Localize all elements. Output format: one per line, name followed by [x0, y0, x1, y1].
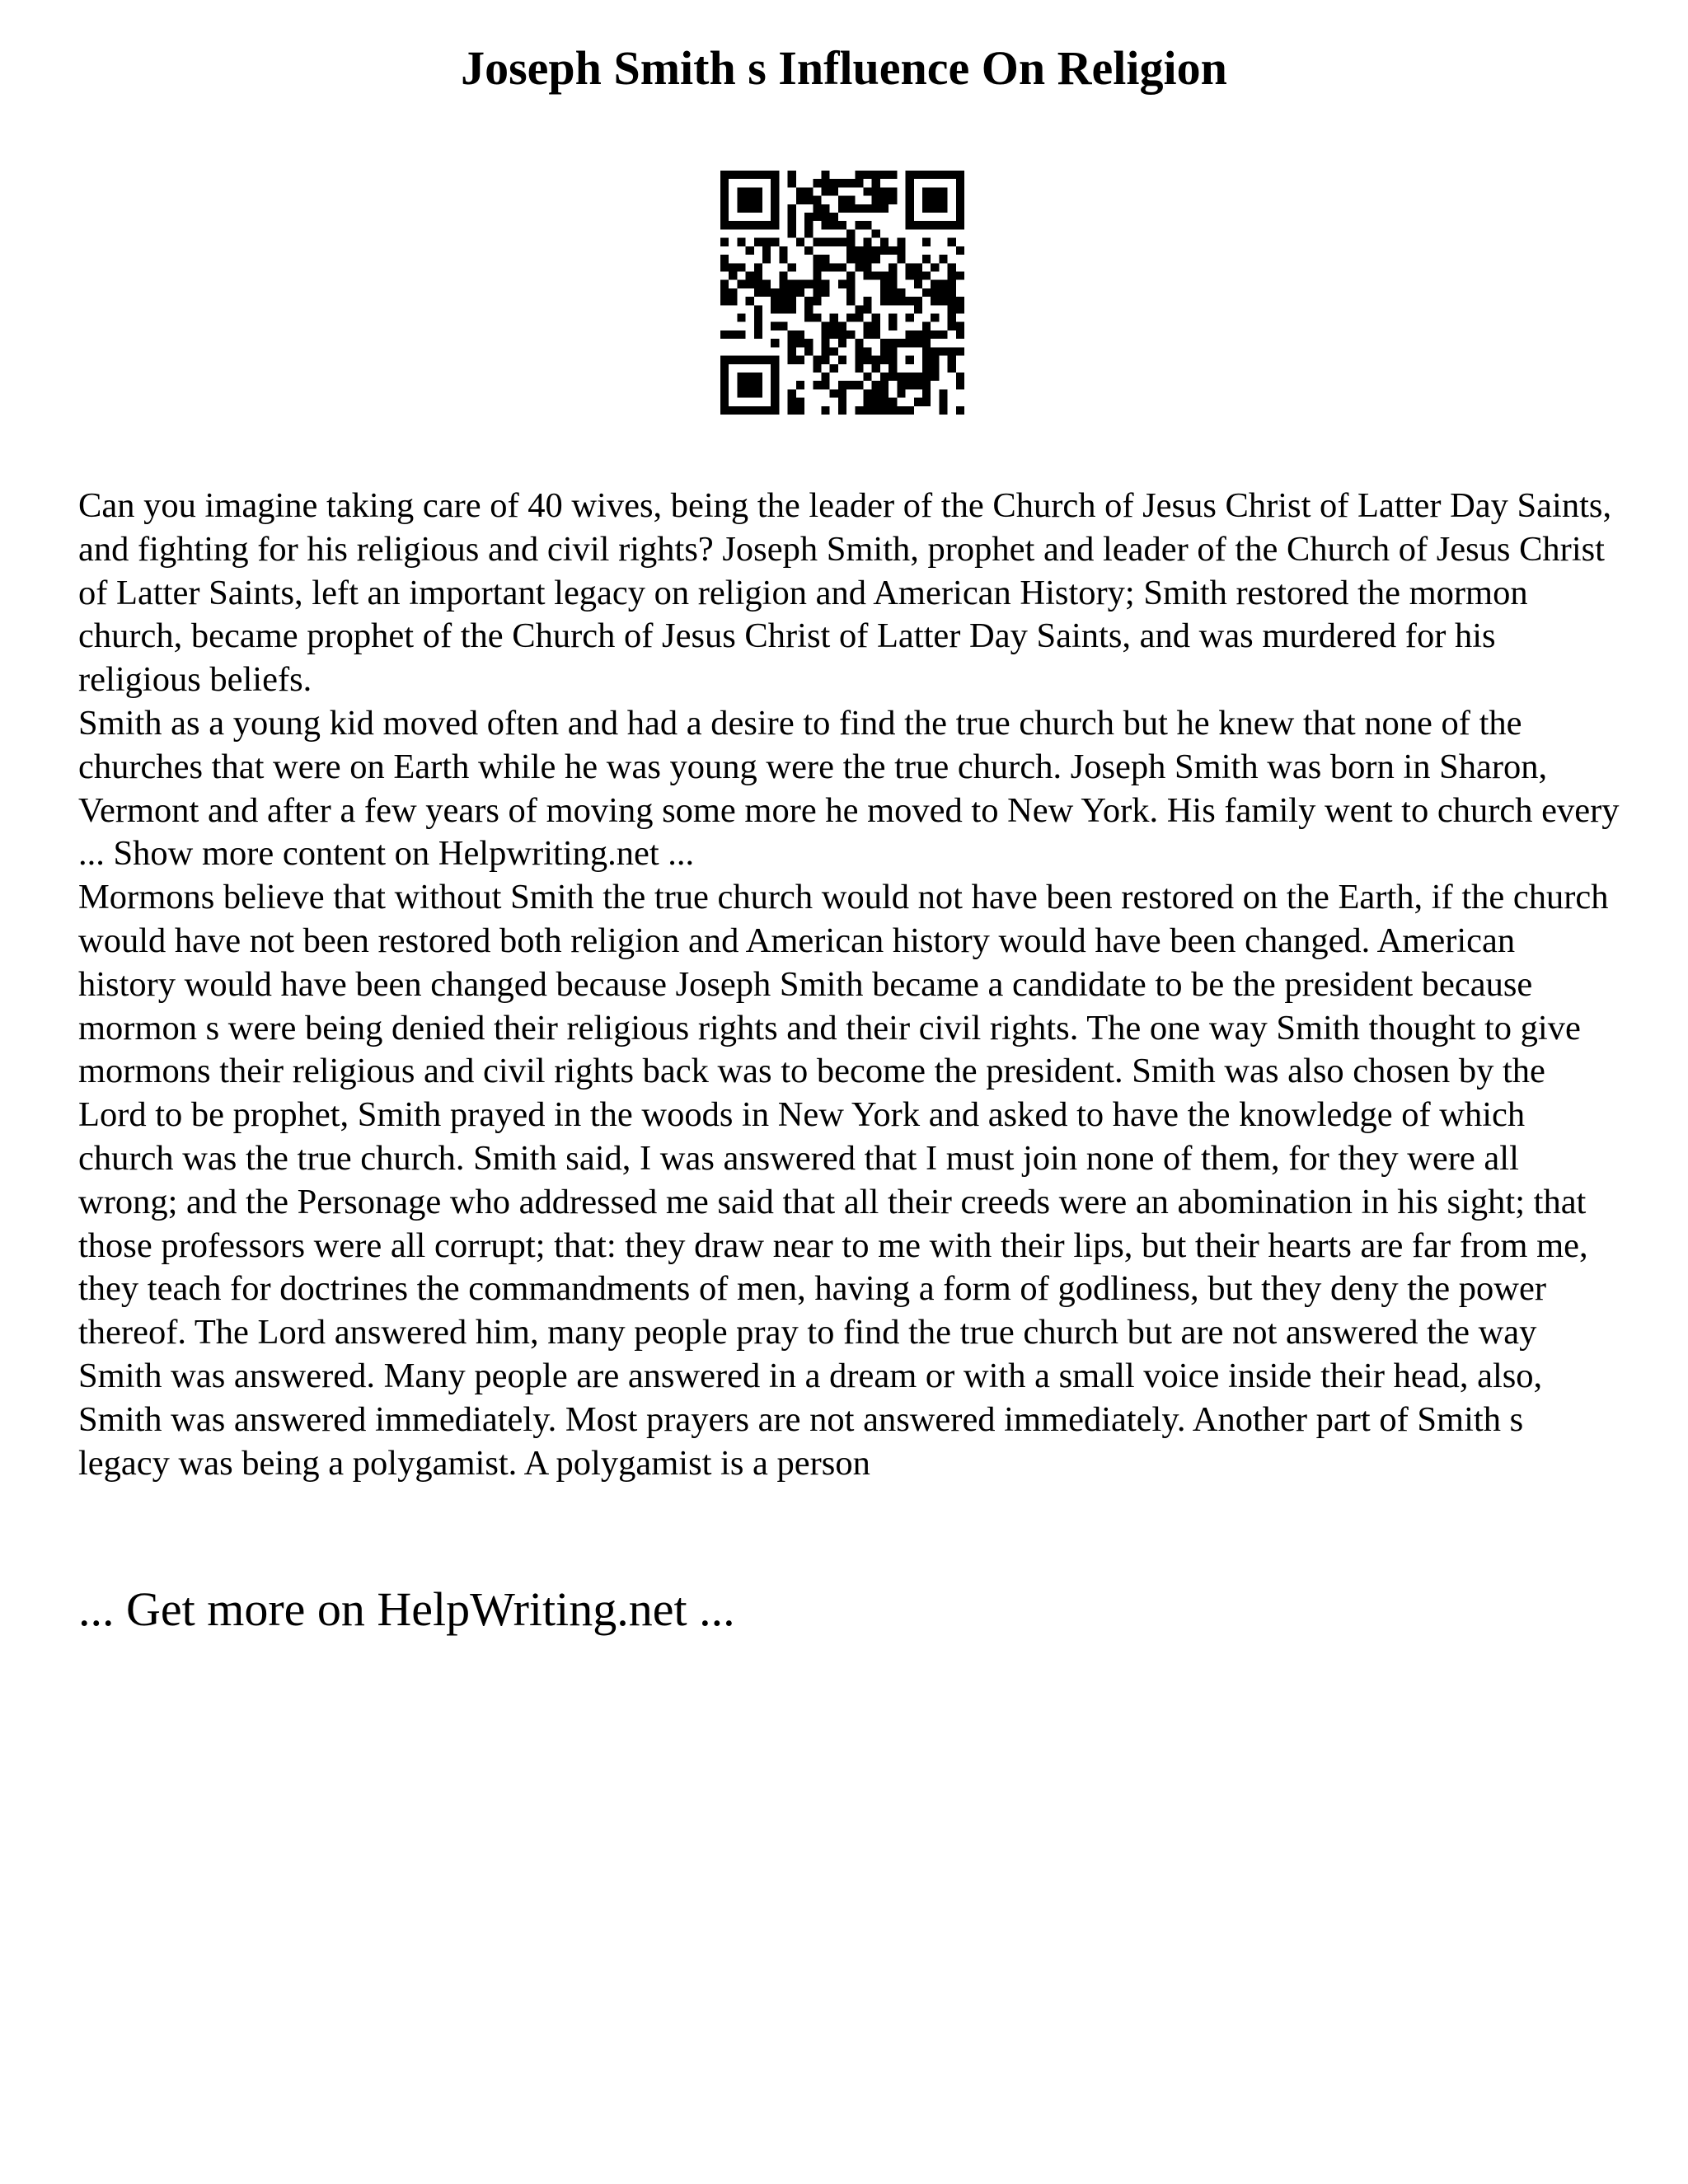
get-more-link[interactable]: ... Get more on HelpWriting.net ...: [78, 1582, 735, 1636]
page-title: Joseph Smith s Influence On Religion: [461, 41, 1227, 95]
qr-code-icon: [720, 171, 964, 415]
paragraph-1: Can you imagine taking care of 40 wives, being the leader of the Church of Jesus Christ of Latter Day Saints, and fighting for his religious and civil rights? Joseph Smith, prophet and leader of the Church of Jesus Christ of Latter Saints, left an important legacy on religion and American History; Smith restored the mormon church, became prophet of the Church of Jesus Christ of Latter Day Saints, and was murdered for his religious beliefs.: [78, 486, 1612, 700]
paragraph-2: Smith as a young kid moved often and had a desire to find the true church but he knew that none of the churches that were on Earth while he was young were the true church. Joseph Smith was born in Sharon, Vermont and after a few years of moving some more he moved to New York. His family went to church every ... Show more content on Helpwriting.net ...: [78, 703, 1620, 874]
essay-body: [78, 485, 1620, 1485]
paragraph-3: Mormons believe that without Smith the true church would not have been restored on the Earth, if the church would have not been restored both religion and American history would have been changed. American history would have been changed because Joseph Smith became a candidate to be the president because mormon s were being denied their religious rights and their civil rights. The one way Smith thought to give mormons their religious and civil rights back was to become the president. Smith was also chosen by the Lord to be prophet, Smith prayed in the woods in New York and asked to have the knowledge of which church was the true church. Smith said, I was answered that I must join none of them, for they were all wrong; and the Personage who addressed me said that all their creeds were an abomination in his sight; that those professors were all corrupt; that: they draw near to me with their lips, but their hearts are far from me, they teach for doctrines the commandments of men, having a form of godliness, but they deny the power thereof. The Lord answered him, many people pray to find the true church but are not answered the way Smith was answered. Many people are answered in a dream or with a small voice inside their head, also, Smith was answered immediately. Most prayers are not answered immediately. Another part of Smith s legacy was being a polygamist. A polygamist is a person: [78, 878, 1609, 1483]
